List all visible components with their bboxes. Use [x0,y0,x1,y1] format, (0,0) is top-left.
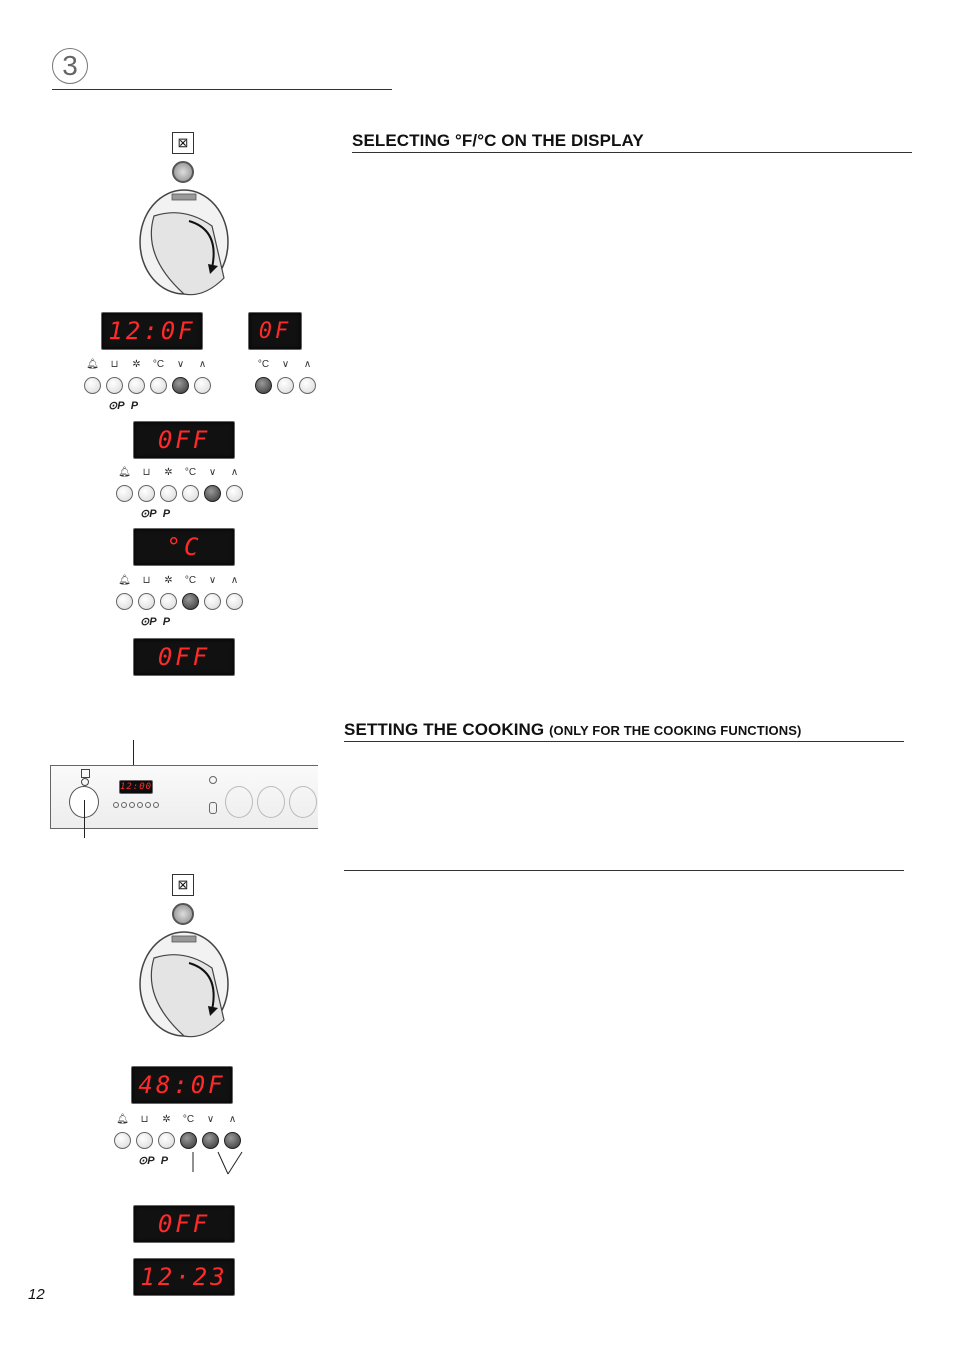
burner-knob-3[interactable] [289,786,317,818]
down-icon: ∨ [176,359,185,370]
down-icon: ∨ [208,575,217,586]
section-title-cooking-note: (ONLY FOR THE COOKING FUNCTIONS) [549,723,802,738]
timer-p-label: ⊙P [140,616,157,628]
pot-button[interactable] [136,1132,153,1149]
section-title-units: SELECTING °F/°C ON THE DISPLAY [352,131,644,150]
display-off-3: 0FF [133,1205,235,1243]
down-button[interactable] [204,485,221,502]
celsius-button[interactable] [182,593,199,610]
panel-button-row [113,802,159,808]
bell-icon: 🔔︎ [118,575,131,586]
up-button[interactable] [299,377,316,394]
button-icons-detail [255,359,316,370]
celsius-button[interactable] [182,485,199,502]
down-button[interactable] [172,377,189,394]
defrost-button[interactable] [160,485,177,502]
up-icon: ∧ [228,1114,237,1125]
down-icon: ∨ [281,359,290,370]
bell-button[interactable] [114,1132,131,1149]
indicator-light [172,161,194,183]
section-title-cooking [344,720,801,740]
timer-p-label: ⊙P [108,400,125,412]
pot-icon: ⊔ [142,575,151,586]
panel-indicator-light [81,778,89,786]
panel-button[interactable] [137,802,143,808]
oven-function-icon: ⊠ [172,874,194,896]
display-celsius: °C [133,528,235,566]
indicator-light [172,903,194,925]
button-icons-4 [114,1114,241,1125]
pot-icon: ⊔ [110,359,119,370]
button-icons-3 [116,575,243,586]
up-icon: ∧ [230,467,239,478]
defrost-button[interactable] [160,593,177,610]
timer-p-label: ⊙P [140,508,157,520]
down-button[interactable] [277,377,294,394]
panel-function-icon [81,769,90,778]
up-icon: ∧ [303,359,312,370]
page-number: 12 [28,1286,45,1303]
display-clock: 12:0F [101,312,203,350]
down-icon: ∨ [206,1114,215,1125]
pot-button[interactable] [138,485,155,502]
up-button[interactable] [194,377,211,394]
bell-button[interactable] [84,377,101,394]
pot-icon: ⊔ [140,1114,149,1125]
up-button[interactable] [226,485,243,502]
section-title-cooking-main: SETTING THE COOKING [344,720,545,739]
down-button[interactable] [204,593,221,610]
panel-button[interactable] [121,802,127,808]
p-label: P [162,616,171,628]
burner-knob-1[interactable] [225,786,253,818]
section-rule-units [352,152,912,153]
p-label: P [160,1155,169,1167]
panel-button[interactable] [129,802,135,808]
panel-display: 12:00 [119,782,153,792]
program-labels-1 [108,399,138,412]
button-icons-1 [84,359,211,370]
celsius-button[interactable] [180,1132,197,1149]
up-icon: ∧ [198,359,207,370]
defrost-button[interactable] [158,1132,175,1149]
celsius-icon: °C [152,359,165,370]
down-button[interactable] [202,1132,219,1149]
celsius-icon: °C [257,359,270,370]
panel-small-icon [209,776,217,784]
button-row-4 [114,1132,241,1149]
pot-button[interactable] [138,593,155,610]
button-row-detail [255,377,316,394]
callout-line-bottom [84,800,85,838]
celsius-icon: °C [184,575,197,586]
display-off-2: 0FF [133,638,235,676]
celsius-button[interactable] [150,377,167,394]
bell-button[interactable] [116,485,133,502]
panel-button[interactable] [113,802,119,808]
program-labels-4 [138,1154,168,1167]
bell-icon: 🔔︎ [116,1114,129,1125]
display-end-time: 12·23 [133,1258,235,1296]
panel-button[interactable] [153,802,159,808]
button-row-2 [116,485,243,502]
display-off-1: 0FF [133,421,235,459]
control-panel-overview [50,765,318,829]
program-labels-3 [140,615,170,628]
timer-p-label: ⊙P [138,1155,155,1167]
defrost-icon: ✲ [164,467,173,478]
pot-button[interactable] [106,377,123,394]
bell-icon: 🔔︎ [86,359,99,370]
bell-button[interactable] [116,593,133,610]
p-label: P [130,400,139,412]
celsius-icon: °C [182,1114,195,1125]
oven-function-icon: ⊠ [172,132,194,154]
display-unit-detail: 0F [248,312,302,350]
knob-illustration-2 [134,928,234,1046]
button-icons-2 [116,467,243,478]
chapter-rule [52,89,392,90]
knob-illustration-1 [134,186,234,304]
section-rule-end [344,870,904,871]
burner-knob-2[interactable] [257,786,285,818]
panel-button[interactable] [145,802,151,808]
up-button[interactable] [224,1132,241,1149]
defrost-icon: ✲ [164,575,173,586]
button-callout-lines [186,1150,246,1176]
section-rule-cooking [344,741,904,742]
display-set-time: 48:0F [131,1066,233,1104]
program-labels-2 [140,507,170,520]
bell-icon: 🔔︎ [118,467,131,478]
up-icon: ∧ [230,575,239,586]
panel-small-icon [209,802,217,814]
down-icon: ∨ [208,467,217,478]
defrost-icon: ✲ [162,1114,171,1125]
chapter-number: 3 [52,48,88,84]
button-row-1 [84,377,211,394]
button-row-3 [116,593,243,610]
p-label: P [162,508,171,520]
defrost-button[interactable] [128,377,145,394]
defrost-icon: ✲ [132,359,141,370]
pot-icon: ⊔ [142,467,151,478]
celsius-button[interactable] [255,377,272,394]
up-button[interactable] [226,593,243,610]
celsius-icon: °C [184,467,197,478]
